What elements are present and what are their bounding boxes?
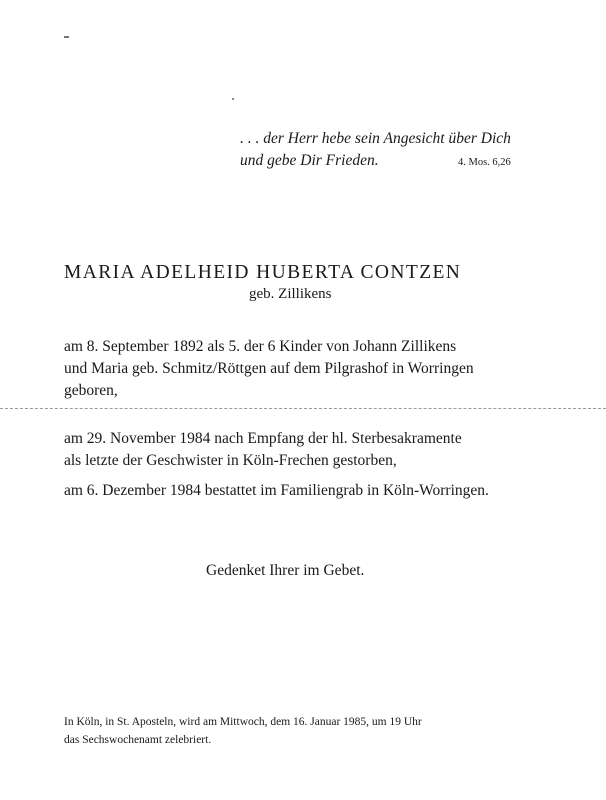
burial-line: am 6. Dezember 1984 bestattet im Familiengrab in Köln-Worringen. [64,482,489,499]
deceased-name: MARIA ADELHEID HUBERTA CONTZEN [64,262,462,283]
birth-line-2: und Maria geb. Schmitz/Röttgen auf dem Pilgrashof in Worringen [64,360,474,377]
verse-line-2: und gebe Dir Frieden. [240,152,379,169]
footer-line-1: In Köln, in St. Aposteln, wird am Mittwoch, dem 16. Januar 1985, um 19 Uhr [64,716,422,728]
verse-reference: 4. Mos. 6,26 [458,157,511,168]
footer-line-2: das Sechswochenamt zelebriert. [64,734,212,746]
birth-line-3: geboren, [64,382,118,399]
verse-line-1: . . . der Herr hebe sein Angesicht über Dich [240,130,511,147]
scan-speck [232,98,234,100]
birth-line-1: am 8. September 1892 als 5. der 6 Kinder von Johann Zillikens [64,338,457,355]
death-line-1: am 29. November 1984 nach Empfang der hl. Sterbesakramente [64,430,462,447]
prayer-request: Gedenket Ihrer im Gebet. [206,562,365,579]
fold-line [0,408,606,409]
death-line-2: als letzte der Geschwister in Köln-Frechen gestorben, [64,452,397,469]
scan-speck [64,36,69,38]
maiden-name: geb. Zillikens [249,286,332,302]
